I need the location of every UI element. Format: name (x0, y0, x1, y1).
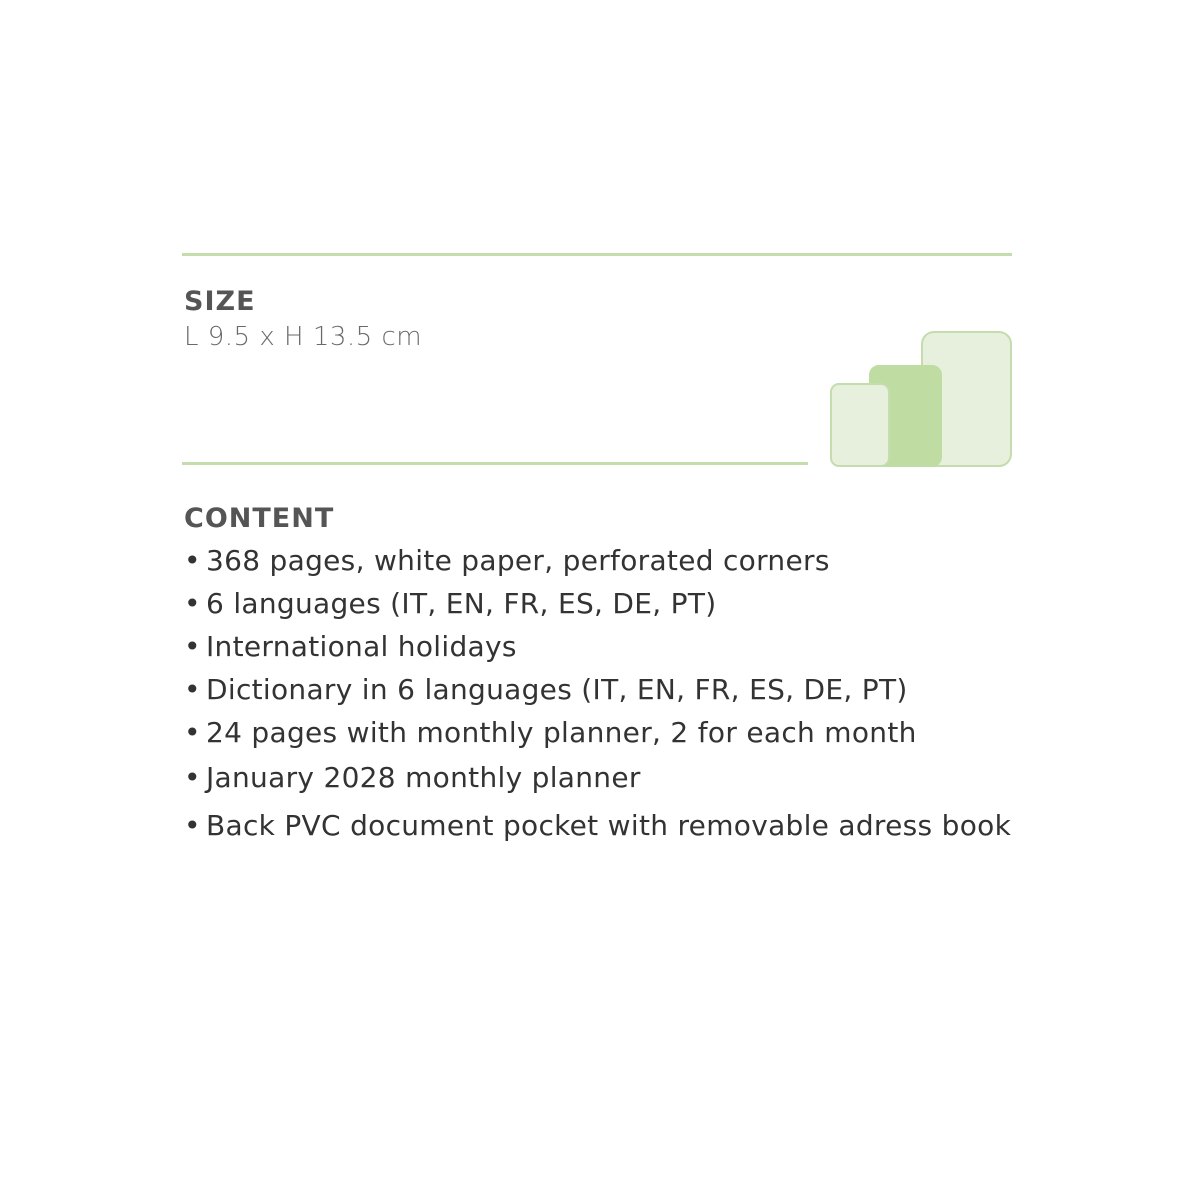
content-list (184, 543, 1011, 851)
size-value: L 9.5 x H 13.5 cm (184, 322, 423, 352)
list-item (184, 543, 1011, 586)
list-item (184, 808, 1011, 851)
list-item (184, 629, 1011, 672)
content-heading: CONTENT (184, 503, 335, 534)
list-item (184, 586, 1011, 629)
size-heading: SIZE (184, 286, 256, 317)
list-item-text: January 2028 monthly planner (206, 761, 641, 794)
list-item-text: Back PVC document pocket with removable adress book (206, 809, 1012, 842)
bullet: • (184, 544, 201, 577)
bullet: • (184, 716, 201, 749)
top-divider (182, 253, 1012, 256)
list-item (184, 672, 1011, 715)
list-item-text: Dictionary in 6 languages (IT, EN, FR, ES, DE, PT) (206, 673, 908, 706)
list-item (184, 760, 1011, 803)
list-item-text: 24 pages with monthly planner, 2 for each month (206, 716, 917, 749)
bullet: • (184, 673, 201, 706)
notebook-size-comparison-icon (828, 330, 1014, 470)
list-item-text: 368 pages, white paper, perforated corners (206, 544, 830, 577)
bullet: • (184, 761, 201, 794)
bullet: • (184, 587, 201, 620)
small-format-shape (831, 384, 889, 466)
middle-divider (182, 462, 808, 465)
list-item-text: International holidays (206, 630, 517, 663)
list-item (184, 715, 1011, 758)
bullet: • (184, 809, 201, 842)
list-item-text: 6 languages (IT, EN, FR, ES, DE, PT) (206, 587, 717, 620)
bullet: • (184, 630, 201, 663)
